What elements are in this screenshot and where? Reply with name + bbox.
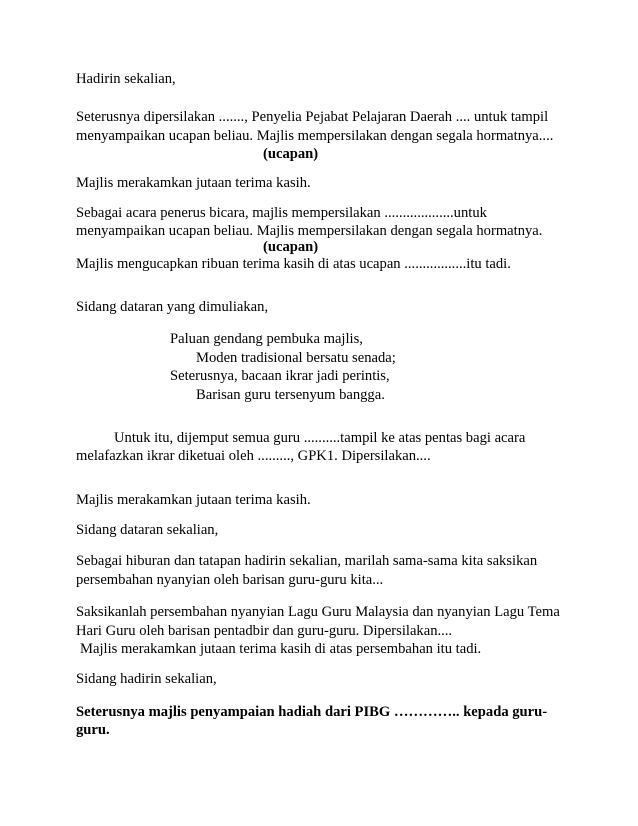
paragraph-line: persembahan nyanyian oleh barisan guru-guru kita... bbox=[76, 572, 384, 588]
ucapan-note: (ucapan) bbox=[263, 146, 319, 162]
paragraph-line: melafazkan ikrar diketuai oleh ........., GPK1. Dipersilakan.... bbox=[76, 448, 431, 464]
poem-line: Moden tradisional bersatu senada; bbox=[196, 350, 396, 366]
paragraph-line: Majlis merakamkan jutaan terima kasih. bbox=[76, 492, 311, 508]
paragraph-line: menyampaikan ucapan beliau. Majlis mempersilakan dengan segala hormatnya.... bbox=[76, 128, 554, 144]
paragraph-line: Sebagai hiburan dan tatapan hadirin sekalian, marilah sama-sama kita saksikan bbox=[76, 553, 538, 569]
greeting-line: Hadirin sekalian, bbox=[76, 71, 176, 87]
poem-line: Seterusnya, bacaan ikrar jadi perintis, bbox=[170, 368, 390, 384]
paragraph-line: Seterusnya dipersilakan ......., Penyelia Pejabat Pelajaran Daerah .... untuk tampil bbox=[76, 109, 549, 125]
closing-line: Seterusnya majlis penyampaian hadiah dari PIBG ………….. kepada guru- bbox=[76, 704, 548, 720]
poem-line: Paluan gendang pembuka majlis, bbox=[170, 331, 363, 347]
closing-line: guru. bbox=[76, 722, 110, 738]
ucapan-note: (ucapan) bbox=[263, 239, 319, 255]
paragraph-line: Majlis merakamkan jutaan terima kasih di atas persembahan itu tadi. bbox=[80, 641, 482, 657]
poem-line: Barisan guru tersenyum bangga. bbox=[196, 387, 385, 403]
greeting-line: Sidang dataran yang dimuliakan, bbox=[76, 299, 269, 315]
paragraph-line: menyampaikan ucapan beliau. Majlis mempersilakan dengan segala hormatnya. bbox=[76, 223, 543, 239]
paragraph-line: Hari Guru oleh barisan pentadbir dan guru-guru. Dipersilakan.... bbox=[76, 623, 453, 639]
paragraph-line: Saksikanlah persembahan nyanyian Lagu Guru Malaysia dan nyanyian Lagu Tema bbox=[76, 604, 560, 620]
paragraph-line: Majlis merakamkan jutaan terima kasih. bbox=[76, 175, 311, 191]
paragraph-line: Majlis mengucapkan ribuan terima kasih di atas ucapan .................itu tadi. bbox=[76, 256, 511, 272]
paragraph-line: Untuk itu, dijemput semua guru ..........tampil ke atas pentas bagi acara bbox=[114, 430, 526, 446]
greeting-line: Sidang dataran sekalian, bbox=[76, 522, 219, 538]
greeting-line: Sidang hadirin sekalian, bbox=[76, 671, 217, 687]
paragraph-line: Sebagai acara penerus bicara, majlis mempersilakan ...................untuk bbox=[76, 205, 487, 221]
